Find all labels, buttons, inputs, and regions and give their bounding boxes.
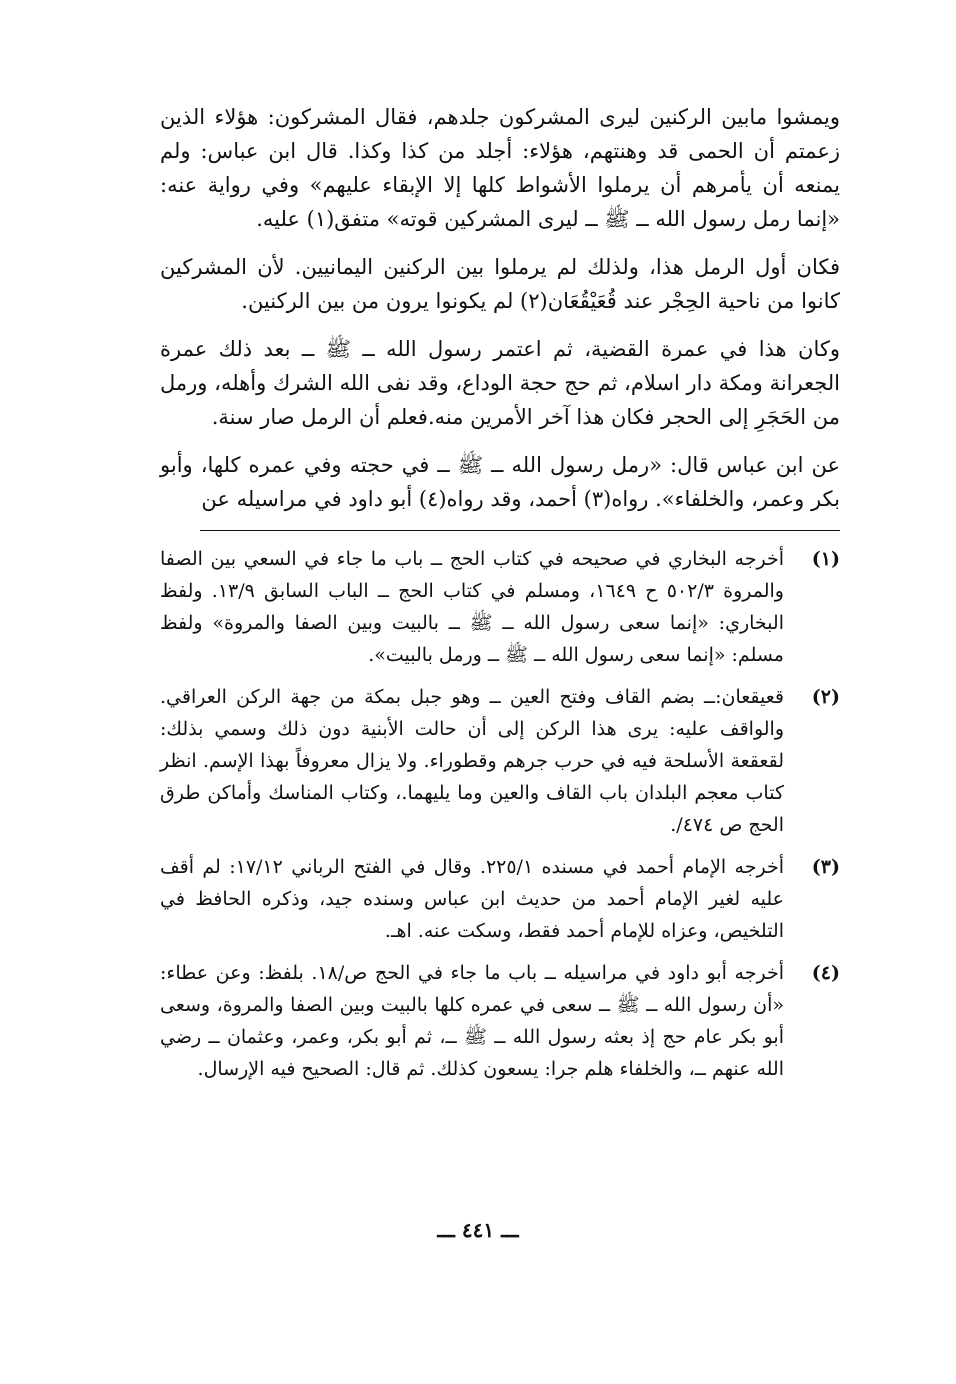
footnote-3 bbox=[160, 851, 840, 947]
footnote-text: أخرجه البخاري في صحيحه في كتاب الحج ــ باب ما جاء في السعي بين الصفا والمروة ٥٠٢/٣ ح ١٦٤٩، ومسلم في كتاب الحج ــ الباب السابق ١٣/٩. ولفظ البخاري: «إنما سعى رسول الله ــ ﷺ ــ بالبيت وبين الصفا والمروة» ولفظ مسلم: «إنما سعى رسول الله ــ ﷺ ــ ورمل بالبيت». bbox=[160, 548, 784, 666]
paragraph-4: عن ابن عباس قال: «رمل رسول الله ــ ﷺ ــ في حجته وفي عمره كلها، وأبو بكر وعمر، والخلفاء». رواه(٣) أحمد، وقد رواه(٤) أبو داود في مراسيله عن bbox=[160, 453, 840, 511]
footnote-1 bbox=[160, 543, 840, 671]
paragraph-1: ويمشوا مابين الركنين ليرى المشركون جلدهم، فقال المشركون: هؤلاء الذين زعمتم أن الحمى قد وهنتهم، هؤلاء: أجلد من كذا وكذا. قال ابن عباس: ولم يمنعه أن يأمرهم أن يرملوا الأشواط كلها إلا الإبقاء عليهم» وفي رواية عنه: «إنما رمل رسول الله ــ ﷺ ــ ليرى المشركين قوته» متفق(١) عليه. bbox=[160, 105, 840, 231]
page-body bbox=[160, 100, 840, 1095]
main-text bbox=[160, 100, 840, 236]
footnote-number: (٢) bbox=[811, 686, 840, 708]
footnote-4 bbox=[160, 957, 840, 1085]
main-text-4 bbox=[160, 448, 840, 516]
footnote-number: (٣) bbox=[811, 856, 840, 878]
footnote-number: (١) bbox=[811, 548, 840, 570]
paragraph-2: فكان أول الرمل هذا، ولذلك لم يرملوا بين الركنين اليمانيين. لأن المشركين كانوا من ناحية الحِجْر عند قُعَيْقُعَان(٢) لم يكونوا يرون من بين الركنين. bbox=[160, 255, 840, 313]
paragraph-3: وكان هذا في عمرة القضية، ثم اعتمر رسول الله ــ ﷺ ــ بعد ذلك عمرة الجعرانة ومكة دار اسلام، ثم حج حجة الوداع، وقد نفى الله الشرك وأهله، ورمل من الحَجَرِ إلى الحجر فكان هذا آخر الأمرين منه.فعلم أن الرمل صار سنة. bbox=[160, 337, 840, 429]
footnote-number: (٤) bbox=[811, 962, 840, 984]
footnote-text: أخرجه أبو داود في مراسيله ــ باب ما جاء في الحج ص/١٨. بلفظ: وعن عطاء: «أن رسول الله ــ ﷺ ــ سعى في عمره كلها بالبيت وبين الصفا والمروة، وسعى أبو بكر عام حج إذ بعثه رسول الله ــ ﷺ ــ، ثم أبو بكر، وعمر، وعثمان ــ رضي الله عنهم ــ، والخلفاء هلم جرا: يسعون كذلك. ثم قال: الصحيح فيه الإرسال. bbox=[160, 962, 784, 1080]
footnote-text: أخرجه الإمام أحمد في مسنده ٢٢٥/١. وقال في الفتح الرباني ١٧/١٢: لم أقف عليه لغير الإمام أحمد من حديث ابن عباس وسنده جيد، وذكره الحافظ في التلخيص، وعزاه للإمام أحمد فقط، وسكت عنه. اهـ. bbox=[160, 856, 784, 942]
footnote-text: قعيقعان:ــ بضم القاف وفتح العين ــ وهو جبل بمكة من جهة الركن العراقي. والواقف عليه: يرى هذا الركن إلى أن حالت الأبنية دون ذلك وسمي بذلك: لقعقعة الأسلحة فيه في حرب جرهم وقطوراء. ولا يزال معروفاً بهذا الإسم. انظر كتاب معجم البلدان باب القاف والعين وما يليهما.، وكتاب المناسك وأماكن طرق الحج ص ٤٧٤/. bbox=[160, 686, 784, 836]
footnote-2 bbox=[160, 681, 840, 841]
main-text-3 bbox=[160, 332, 840, 434]
page-number: ـــ ٤٤١ ـــ bbox=[437, 1218, 519, 1242]
main-text-2 bbox=[160, 250, 840, 318]
footnote-divider bbox=[200, 530, 840, 531]
